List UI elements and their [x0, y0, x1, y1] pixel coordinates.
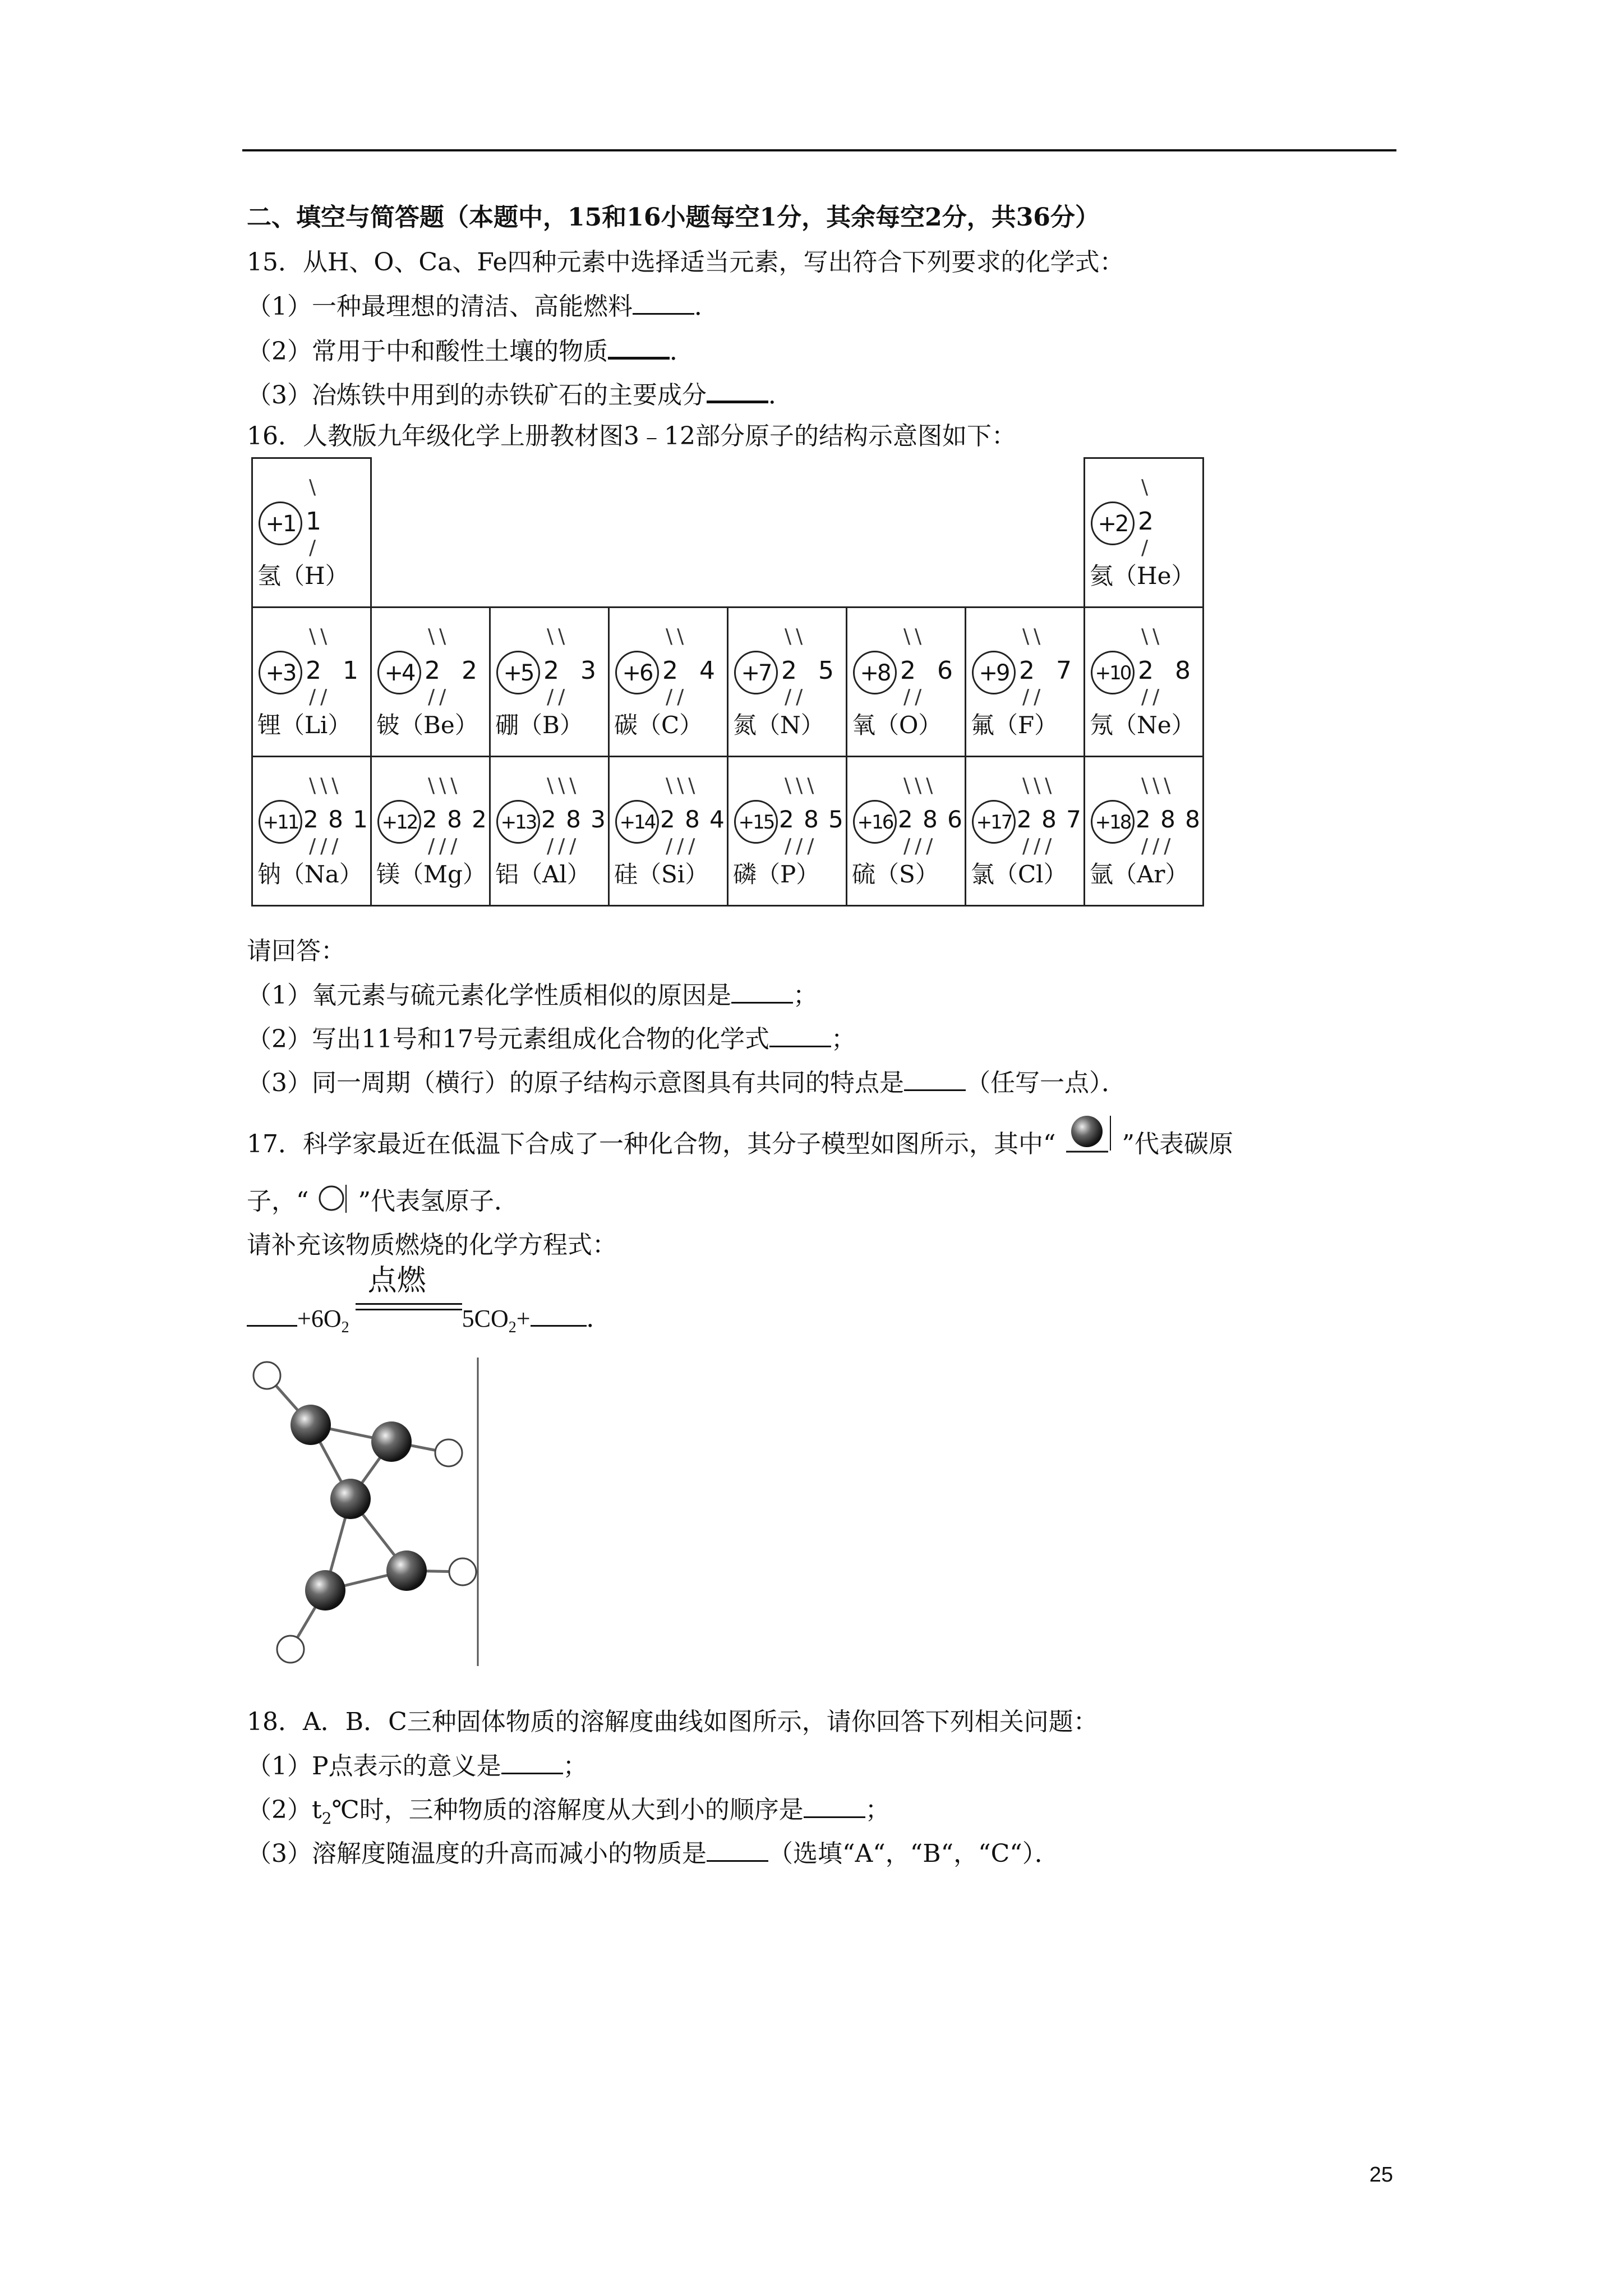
atom-cell: [965, 606, 1085, 757]
shell-arcs-icon: \\\: [309, 774, 343, 797]
q15-part3-blank[interactable]: [707, 378, 768, 403]
atom-cell: [1083, 756, 1204, 907]
q15-part3: [247, 378, 793, 411]
eq-condition: 点燃: [367, 1264, 426, 1297]
atomic-structure-table: [251, 457, 1202, 906]
q16-prompt: 请回答：: [247, 937, 345, 965]
shell-arcs-icon: \\\: [1141, 774, 1175, 797]
electron-shells: 2 8 5: [779, 806, 845, 833]
atom-cell: [251, 756, 372, 907]
shell-arcs-icon: //: [547, 685, 570, 708]
shell-arcs-icon: \: [1141, 476, 1153, 499]
electron-shells: 2 8: [1138, 656, 1197, 685]
atom-cell: [489, 756, 610, 907]
shell-arcs-icon: ///: [785, 835, 819, 858]
element-name: 磷（P）: [733, 861, 820, 888]
atom-cell: [727, 756, 847, 907]
atom-cell: [608, 756, 728, 907]
q18-part3-end: （选填“A“，“B“，“C“）．: [768, 1839, 1059, 1868]
q18-part2-text-a: （2）t: [247, 1796, 322, 1824]
electron-shells: 2 8 8: [1136, 806, 1201, 833]
shell-arcs-icon: \\: [547, 625, 570, 648]
atom-cell: [965, 756, 1085, 907]
q16-part3-end: （任写一点）．: [966, 1069, 1126, 1097]
electron-shells: 2 2: [425, 656, 484, 685]
eq-o2-sub: 2: [341, 1318, 349, 1336]
q18-stem: 18．A．B．C三种固体物质的溶解度曲线如图所示，请你回答下列相关问题：: [247, 1708, 1098, 1736]
shell-arcs-icon: ///: [428, 835, 462, 858]
eq-condition-arrow: [356, 1264, 462, 1327]
element-name: 铍（Be）: [376, 711, 478, 739]
nucleus-charge: +9: [972, 651, 1016, 694]
q18-part3-blank[interactable]: [707, 1838, 768, 1862]
q17-product-blank[interactable]: [531, 1303, 587, 1327]
electron-shells: 2 8 4: [660, 806, 726, 833]
atom-cell: [1083, 457, 1204, 608]
shell-arcs-icon: ///: [547, 835, 581, 858]
q16-part1: [247, 979, 818, 1011]
element-name: 氮（N）: [733, 711, 824, 739]
element-name: 钠（Na）: [257, 861, 363, 888]
q15-part1: [247, 291, 719, 323]
shell-arcs-icon: ///: [1022, 835, 1057, 858]
q17-stem-b: ”代表碳原: [1122, 1130, 1233, 1158]
q16-stem: 16．人教版九年级化学上册教材图3﹣12部分原子的结构示意图如下：: [247, 422, 1016, 450]
nucleus-charge: +10: [1091, 651, 1135, 694]
q17-stem-line2: [247, 1186, 519, 1217]
carbon-atom-legend: [1063, 1130, 1114, 1162]
element-name: 氩（Ar）: [1090, 861, 1189, 888]
shell-arcs-icon: \\\: [903, 774, 938, 797]
q16-part3: [247, 1067, 1126, 1099]
shell-arcs-icon: \\: [903, 625, 926, 648]
q18-part2-blank[interactable]: [804, 1794, 865, 1818]
shell-arcs-icon: //: [309, 685, 332, 708]
eq-co2-sub: 2: [508, 1318, 517, 1336]
nucleus-charge: +17: [972, 800, 1016, 844]
shell-arcs-icon: \\: [428, 625, 451, 648]
q18-part2-text-b: ℃时，三种物质的溶解度从大到小的顺序是: [331, 1796, 804, 1824]
q18-part1-blank[interactable]: [501, 1750, 563, 1774]
element-name: 锂（Li）: [257, 711, 352, 739]
q15-part3-end: ．: [768, 381, 793, 409]
atom-cell: [370, 606, 491, 757]
eq-plus-o2: +6O: [297, 1305, 342, 1332]
q15-part2-text: （2）常用于中和酸性土壤的物质: [247, 337, 608, 366]
element-name: 氧（O）: [852, 711, 942, 739]
q16-part1-text: （1）氧元素与硫元素化学性质相似的原因是: [247, 981, 731, 1010]
electron-shells: 2 8 6: [898, 806, 963, 833]
q15-part3-text: （3）冶炼铁中用到的赤铁矿石的主要成分: [247, 381, 707, 409]
shell-arcs-icon: ///: [309, 835, 343, 858]
q18-part1-text: （1）P点表示的意义是: [247, 1752, 501, 1780]
element-name: 氢（H）: [257, 562, 349, 590]
electron-shells: 2 8 7: [1017, 806, 1082, 833]
electron-shells: 2 3: [543, 656, 603, 685]
nucleus-charge: +15: [734, 800, 778, 844]
nucleus-charge: +12: [377, 800, 421, 844]
q15-part2-end: ．: [670, 337, 694, 366]
hydrogen-atom-legend: [317, 1189, 351, 1217]
shell-arcs-icon: //: [428, 685, 451, 708]
q16-part2: [247, 1023, 856, 1055]
q17-stem-line1: [247, 1129, 1233, 1162]
shell-arcs-icon: \\: [666, 625, 689, 648]
nucleus-charge: +13: [496, 800, 540, 844]
nucleus-charge: +3: [259, 651, 302, 694]
q15-part1-text: （1）一种最理想的清洁、高能燃料: [247, 292, 633, 321]
nucleus-charge: +8: [853, 651, 897, 694]
shell-arcs-icon: \\\: [1022, 774, 1057, 797]
element-name: 硼（B）: [495, 711, 583, 739]
q17-stem-d: ”代表氢原子．: [358, 1187, 519, 1216]
element-name: 镁（Mg）: [376, 861, 486, 888]
molecule-model-figure: [247, 1352, 482, 1672]
element-name: 硅（Si）: [614, 861, 709, 888]
shell-arcs-icon: /: [309, 536, 321, 559]
atom-cell: [608, 606, 728, 757]
nucleus-charge: +11: [259, 800, 302, 844]
q16-part3-text: （3）同一周期（横行）的原子结构示意图具有共同的特点是: [247, 1069, 904, 1097]
q17-stem-a: 17．科学家最近在低温下合成了一种化合物，其分子模型如图所示，其中“: [247, 1130, 1056, 1158]
electron-shells: 2 4: [662, 656, 722, 685]
electron-shells: 2 7: [1019, 656, 1078, 685]
hydrogen-atom-icon: [317, 1185, 351, 1216]
q17-reactant-blank[interactable]: [247, 1303, 297, 1327]
shell-arcs-icon: //: [903, 685, 926, 708]
atom-cell: [846, 606, 966, 757]
element-name: 碳（C）: [614, 711, 703, 739]
page-number: 25: [1369, 2163, 1393, 2187]
shell-arcs-icon: \\: [785, 625, 808, 648]
element-name: 氦（He）: [1090, 562, 1195, 590]
electron-shells: 2 6: [900, 656, 960, 685]
electron-shells: 1: [306, 507, 328, 536]
q16-part2-text: （2）写出11号和17号元素组成化合物的化学式: [247, 1025, 769, 1053]
shell-arcs-icon: \\\: [428, 774, 462, 797]
eq-end: ．: [586, 1305, 611, 1332]
q16-part3-blank[interactable]: [904, 1067, 966, 1091]
shell-arcs-icon: \\\: [547, 774, 581, 797]
q16-part1-blank[interactable]: [731, 979, 793, 1004]
q18-part1: [247, 1750, 588, 1782]
q15-stem: 15．从H、O、Ca、Fe四种元素中选择适当元素，写出符合下列要求的化学式：: [247, 248, 1124, 277]
shell-arcs-icon: /: [1141, 536, 1153, 559]
shell-arcs-icon: //: [1141, 685, 1164, 708]
element-name: 铝（Al）: [495, 861, 591, 888]
q16-part1-end: ；: [793, 981, 818, 1010]
atom-cell: [489, 606, 610, 757]
shell-arcs-icon: ///: [666, 835, 700, 858]
atom-cell: [370, 756, 491, 907]
q15-part2: [247, 334, 694, 367]
nucleus-charge: +6: [615, 651, 659, 694]
atom-cell: [846, 756, 966, 907]
carbon-atom-icon: [1063, 1115, 1114, 1154]
q17-prompt: 请补充该物质燃烧的化学方程式：: [247, 1231, 617, 1259]
nucleus-charge: +16: [853, 800, 897, 844]
q18-part2: [247, 1794, 890, 1834]
shell-arcs-icon: //: [1022, 685, 1045, 708]
nucleus-charge: +18: [1091, 800, 1135, 844]
nucleus-charge: +1: [259, 501, 302, 545]
shell-arcs-icon: \\: [309, 625, 332, 648]
q16-part2-blank[interactable]: [769, 1023, 831, 1047]
atom-cell: [727, 606, 847, 757]
q15-part1-end: ．: [694, 292, 719, 321]
electron-shells: 2: [1138, 507, 1160, 536]
shell-arcs-icon: \: [309, 476, 321, 499]
q18-part2-sub: 2: [321, 1809, 332, 1828]
element-name: 氟（F）: [971, 711, 1058, 739]
shell-arcs-icon: \\: [1141, 625, 1164, 648]
q17-stem-c: 子，“: [247, 1187, 309, 1216]
element-name: 氯（Cl）: [971, 861, 1067, 888]
q16-part2-end: ；: [831, 1025, 856, 1053]
eq-plus2: +: [516, 1305, 531, 1332]
q18-part1-end: ；: [562, 1752, 588, 1780]
header-rule: [242, 149, 1396, 151]
atom-cell: [251, 606, 372, 757]
q18-part3-text: （3）溶解度随温度的升高而减小的物质是: [247, 1839, 707, 1868]
eq-co2: 5CO: [462, 1305, 509, 1332]
atom-cell: [1083, 606, 1204, 757]
electron-shells: 2 5: [781, 656, 841, 685]
electron-shells: 2 8 3: [541, 806, 607, 833]
element-name: 硫（S）: [852, 861, 939, 888]
electron-shells: 2 1: [306, 656, 365, 685]
q18-part3: [247, 1838, 1059, 1870]
shell-arcs-icon: //: [785, 685, 808, 708]
shell-arcs-icon: \\: [1022, 625, 1045, 648]
nucleus-charge: +4: [377, 651, 421, 694]
shell-arcs-icon: \\\: [785, 774, 819, 797]
shell-arcs-icon: //: [666, 685, 689, 708]
shell-arcs-icon: ///: [1141, 835, 1175, 858]
section-title: 二、填空与简答题（本题中，15和16小题每空1分，其余每空2分，共36分）: [247, 203, 1100, 232]
q15-part1-blank[interactable]: [633, 291, 694, 315]
shell-arcs-icon: ///: [903, 835, 938, 858]
nucleus-charge: +5: [496, 651, 540, 694]
shell-arcs-icon: \\\: [666, 774, 700, 797]
q15-part2-blank[interactable]: [608, 334, 670, 360]
atom-cell: [251, 457, 372, 608]
electron-shells: 2 8 2: [422, 806, 488, 833]
nucleus-charge: +7: [734, 651, 778, 694]
element-name: 氖（Ne）: [1090, 711, 1195, 739]
q18-part2-end: ；: [865, 1796, 890, 1824]
electron-shells: 2 8 1: [303, 806, 369, 833]
q17-equation: [247, 1264, 611, 1343]
nucleus-charge: +14: [615, 800, 659, 844]
nucleus-charge: +2: [1091, 501, 1135, 545]
